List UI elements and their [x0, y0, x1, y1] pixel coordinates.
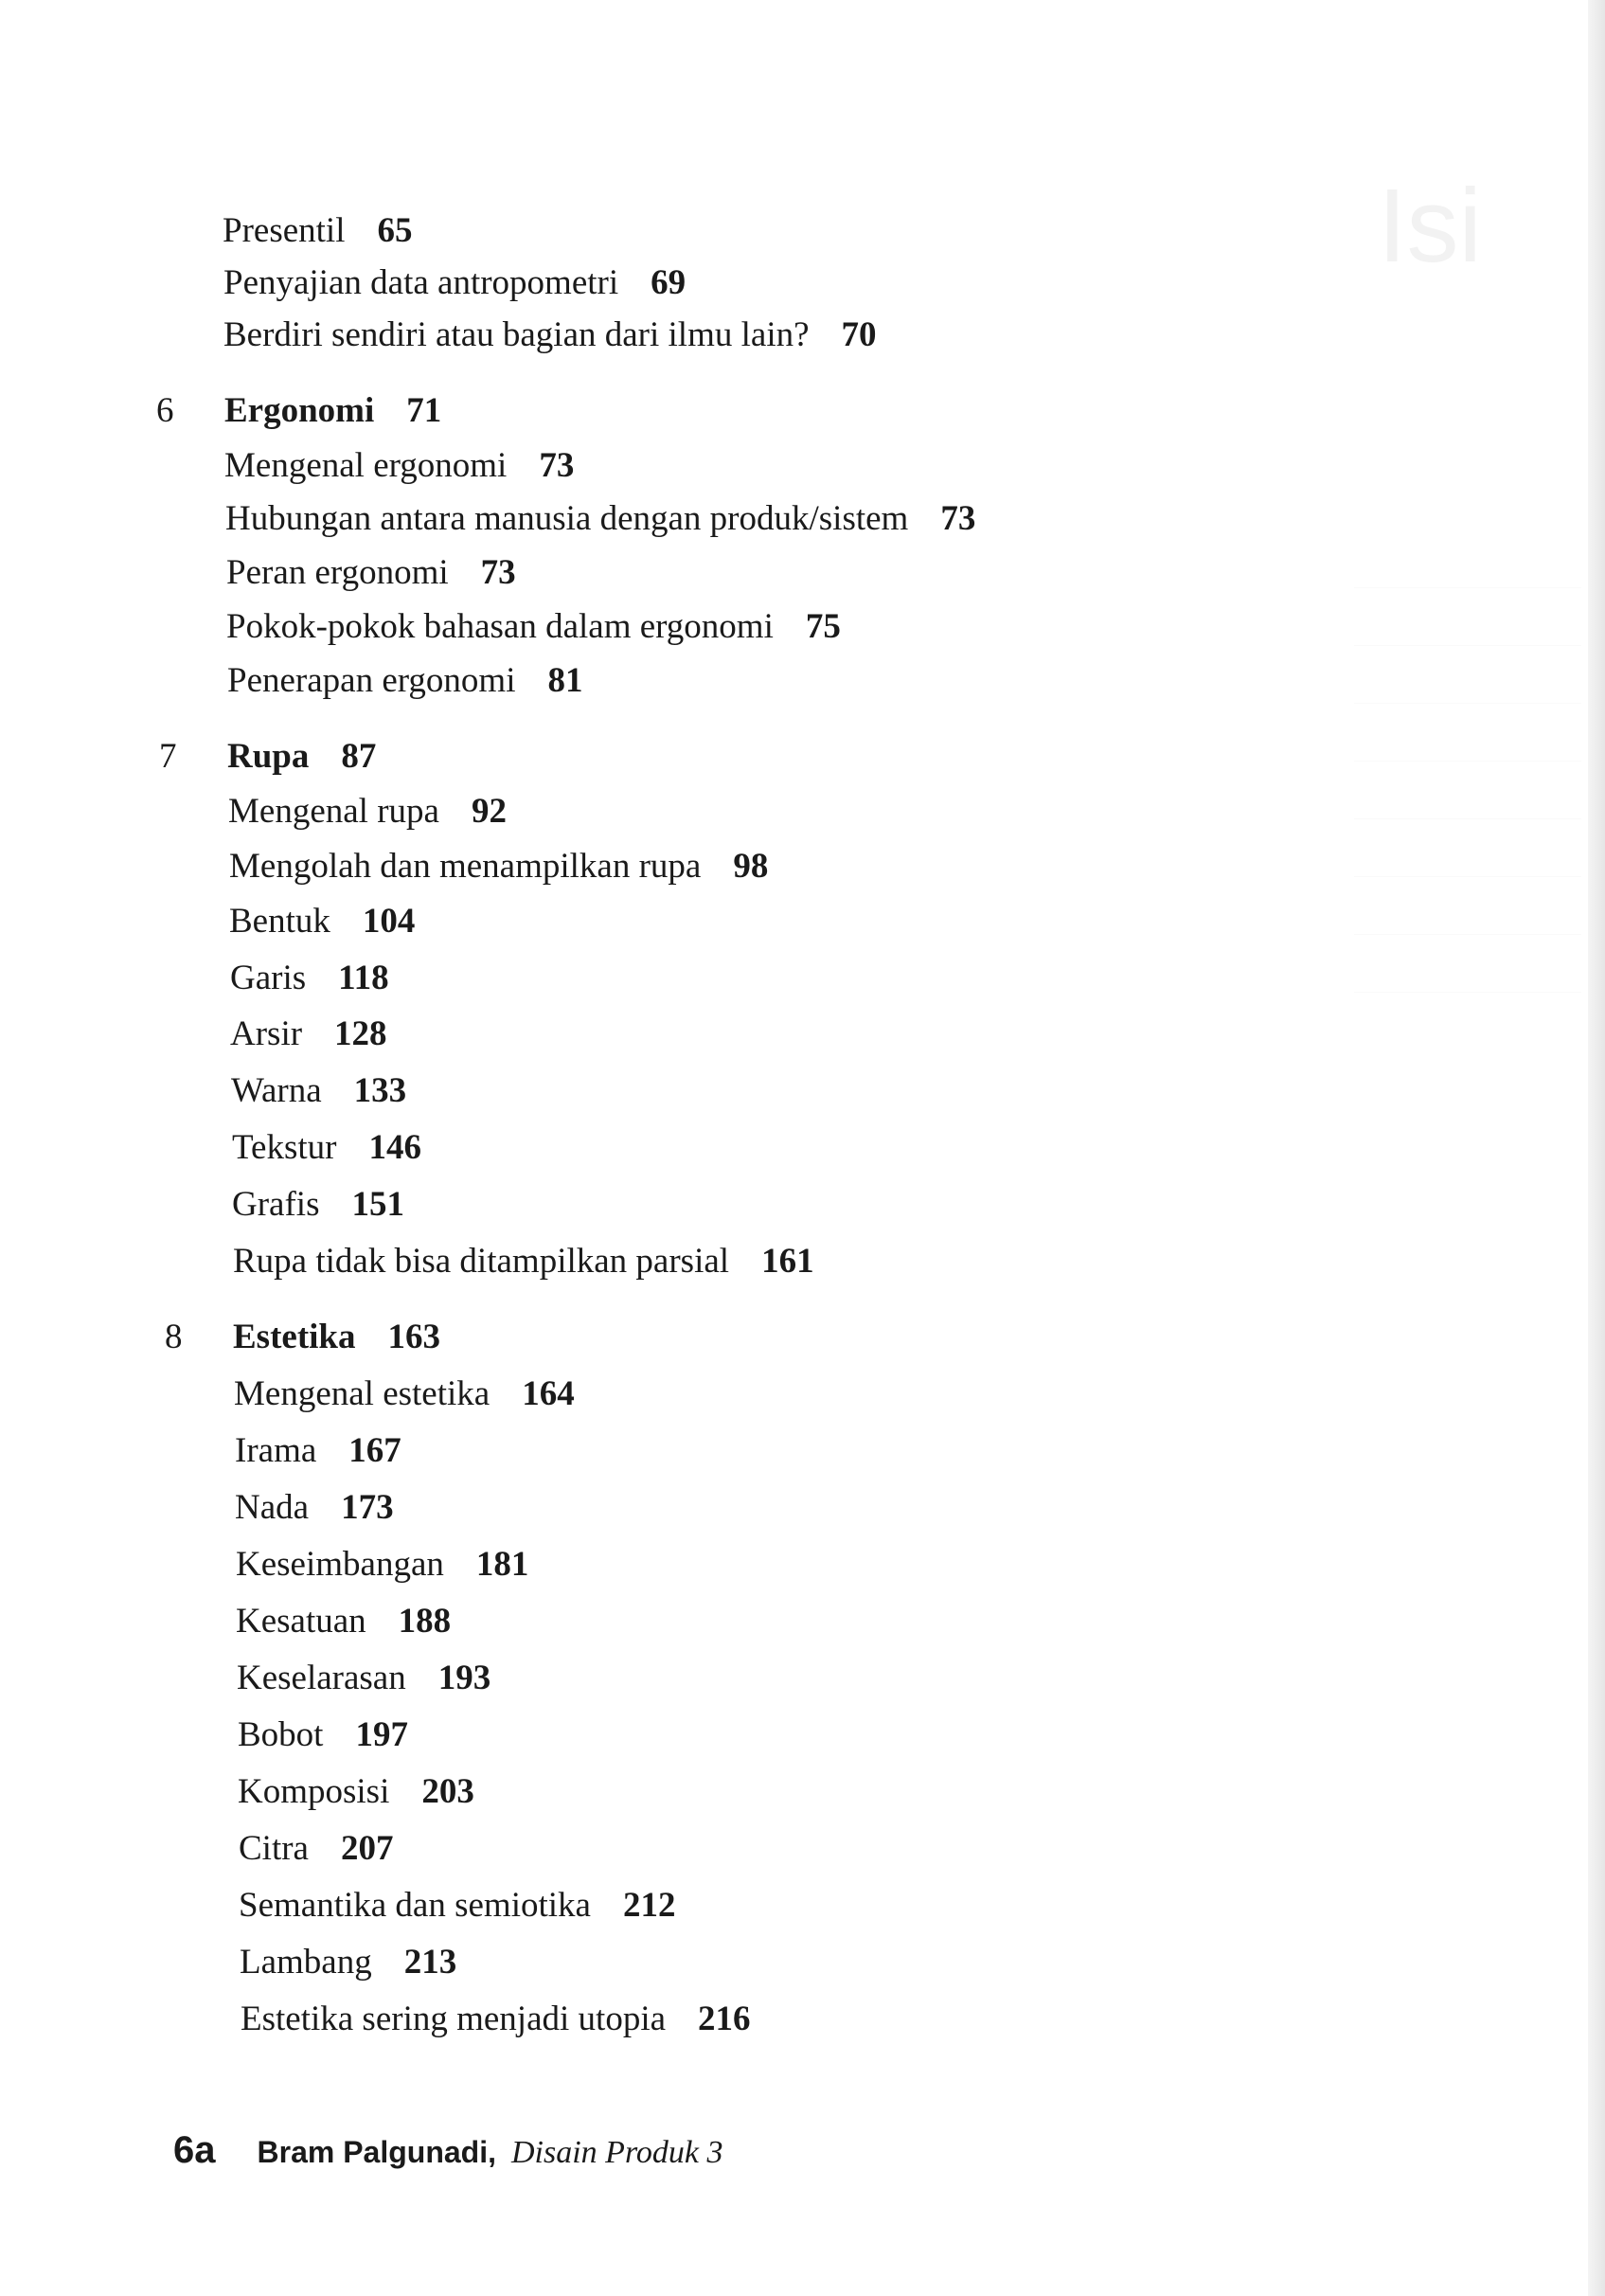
- toc-entry-title: Penyajian data antropometri: [223, 263, 619, 302]
- toc-chapter-heading: [227, 736, 376, 778]
- toc-entry-page: 98: [733, 847, 769, 886]
- toc-entry-page: 146: [368, 1128, 421, 1167]
- toc-entry-page: 73: [539, 446, 575, 485]
- toc-entry-title: Keselarasan: [237, 1659, 406, 1697]
- page-edge-shadow: [1588, 0, 1605, 2296]
- page-footer: [173, 2129, 723, 2172]
- toc-entry-page: 173: [341, 1488, 394, 1527]
- toc-entry-page: 87: [341, 737, 377, 776]
- toc-entry: [233, 1241, 814, 1283]
- toc-entry-page: 207: [340, 1829, 394, 1868]
- toc-entry-title: Bentuk: [229, 902, 330, 941]
- toc-entry-page: 92: [471, 792, 507, 831]
- toc-entry: [236, 1544, 528, 1586]
- toc-entry: [238, 1771, 474, 1813]
- toc-entry-title: Estetika: [233, 1318, 356, 1356]
- toc-entry: [235, 1487, 394, 1529]
- toc-entry-page: 181: [475, 1545, 529, 1584]
- toc-entry: [239, 1828, 393, 1870]
- toc-entry-title: Mengenal estetika: [234, 1374, 490, 1413]
- toc-entry-title: Semantika dan semiotika: [239, 1886, 591, 1925]
- toc-entry: [239, 1885, 675, 1927]
- toc-entry: [223, 314, 877, 356]
- toc-entry: [229, 901, 415, 942]
- toc-entry-title: Citra: [239, 1829, 309, 1868]
- chapter-number: 6: [156, 391, 174, 430]
- toc-entry-title: Penerapan ergonomi: [227, 661, 516, 700]
- toc-entry-title: Grafis: [232, 1185, 320, 1224]
- toc-chapter-heading: [233, 1317, 440, 1358]
- toc-entry: [228, 791, 507, 833]
- toc-entry-title: Lambang: [240, 1943, 372, 1982]
- toc-entry-title: Kesatuan: [236, 1602, 366, 1641]
- toc-entry: [232, 1184, 404, 1226]
- toc-entry: [225, 498, 975, 540]
- toc-entry: [238, 1714, 408, 1756]
- toc-entry: [231, 1070, 406, 1112]
- toc-entry: [227, 660, 582, 702]
- toc-entry-page: 212: [622, 1886, 676, 1925]
- toc-entry-title: Mengenal rupa: [228, 792, 439, 831]
- toc-entry: [232, 1127, 421, 1169]
- toc-entry-title: Mengolah dan menampilkan rupa: [229, 847, 702, 886]
- toc-entry-title: Irama: [235, 1431, 317, 1470]
- toc-entry-title: Estetika sering menjadi utopia: [241, 2000, 667, 2038]
- toc-entry: [229, 846, 768, 888]
- toc-entry: [226, 606, 841, 648]
- toc-entry-title: Presentil: [223, 211, 346, 250]
- toc-entry-title: Mengenal ergonomi: [224, 446, 508, 485]
- toc-entry: [226, 552, 516, 594]
- toc-entry: [241, 1999, 751, 2040]
- toc-entry-title: Hubungan antara manusia dengan produk/sistem: [225, 499, 909, 538]
- toc-entry-title: Bobot: [238, 1715, 324, 1754]
- toc-entry-page: 188: [398, 1602, 452, 1641]
- toc-entry-page: 73: [480, 553, 516, 592]
- toc-entry-title: Berdiri sendiri atau bagian dari ilmu lain?: [223, 315, 810, 354]
- toc-entry-page: 128: [334, 1014, 387, 1053]
- toc-entry-page: 118: [338, 959, 389, 997]
- toc-entry: [230, 1013, 387, 1055]
- toc-entry-page: 216: [698, 2000, 751, 2038]
- toc-entry-page: 65: [377, 211, 413, 250]
- toc-entry-title: Keseimbangan: [236, 1545, 444, 1584]
- toc-entry-page: 73: [940, 499, 976, 538]
- toc-entry-page: 69: [651, 263, 687, 302]
- toc-entry-page: 161: [761, 1242, 814, 1281]
- toc-chapter-heading: [224, 390, 441, 432]
- toc-entry: [240, 1942, 456, 1983]
- toc-entry-page: 213: [403, 1943, 457, 1982]
- show-through-lines: [1354, 530, 1581, 993]
- toc-entry-page: 163: [387, 1318, 440, 1356]
- toc-entry: [224, 445, 574, 487]
- toc-entry-page: 75: [805, 607, 841, 646]
- toc-entry-page: 71: [406, 391, 442, 430]
- toc-entry: [223, 262, 686, 304]
- show-through-title: Isi: [1378, 168, 1482, 284]
- toc-entry-page: 151: [351, 1185, 404, 1224]
- toc-entry-page: 203: [421, 1772, 474, 1811]
- toc-entry-title: Komposisi: [238, 1772, 390, 1811]
- toc-entry: [237, 1658, 490, 1699]
- toc-entry-title: Warna: [231, 1071, 322, 1110]
- toc-entry: [236, 1601, 451, 1642]
- toc-entry: [223, 210, 412, 252]
- toc-entry: [234, 1373, 575, 1415]
- toc-entry-title: Garis: [230, 959, 307, 997]
- chapter-number: 7: [159, 737, 177, 776]
- toc-entry-title: Rupa tidak bisa ditampilkan parsial: [233, 1242, 730, 1281]
- toc-entry-title: Peran ergonomi: [226, 553, 449, 592]
- toc-entry-page: 193: [437, 1659, 491, 1697]
- toc-entry-page: 104: [362, 902, 416, 941]
- toc-entry: [235, 1430, 401, 1472]
- toc-entry: [230, 958, 389, 999]
- toc-entry-title: Tekstur: [232, 1128, 337, 1167]
- toc-entry-title: Pokok-pokok bahasan dalam ergonomi: [226, 607, 774, 646]
- page-number: 6a: [173, 2129, 216, 2171]
- toc-entry-title: Nada: [235, 1488, 310, 1527]
- toc-entry-page: 164: [522, 1374, 575, 1413]
- toc-entry-page: 133: [353, 1071, 407, 1110]
- toc-entry-title: Arsir: [230, 1014, 303, 1053]
- toc-entry-page: 197: [355, 1715, 408, 1754]
- footer-author: Bram Palgunadi,: [257, 2135, 496, 2169]
- toc-entry-page: 70: [841, 315, 877, 354]
- toc-entry-title: Ergonomi: [224, 391, 375, 430]
- toc-entry-page: 167: [348, 1431, 401, 1470]
- footer-book-title: Disain Produk 3: [511, 2135, 723, 2170]
- toc-entry-page: 81: [547, 661, 583, 700]
- chapter-number: 8: [165, 1318, 183, 1356]
- toc-entry-title: Rupa: [227, 737, 310, 776]
